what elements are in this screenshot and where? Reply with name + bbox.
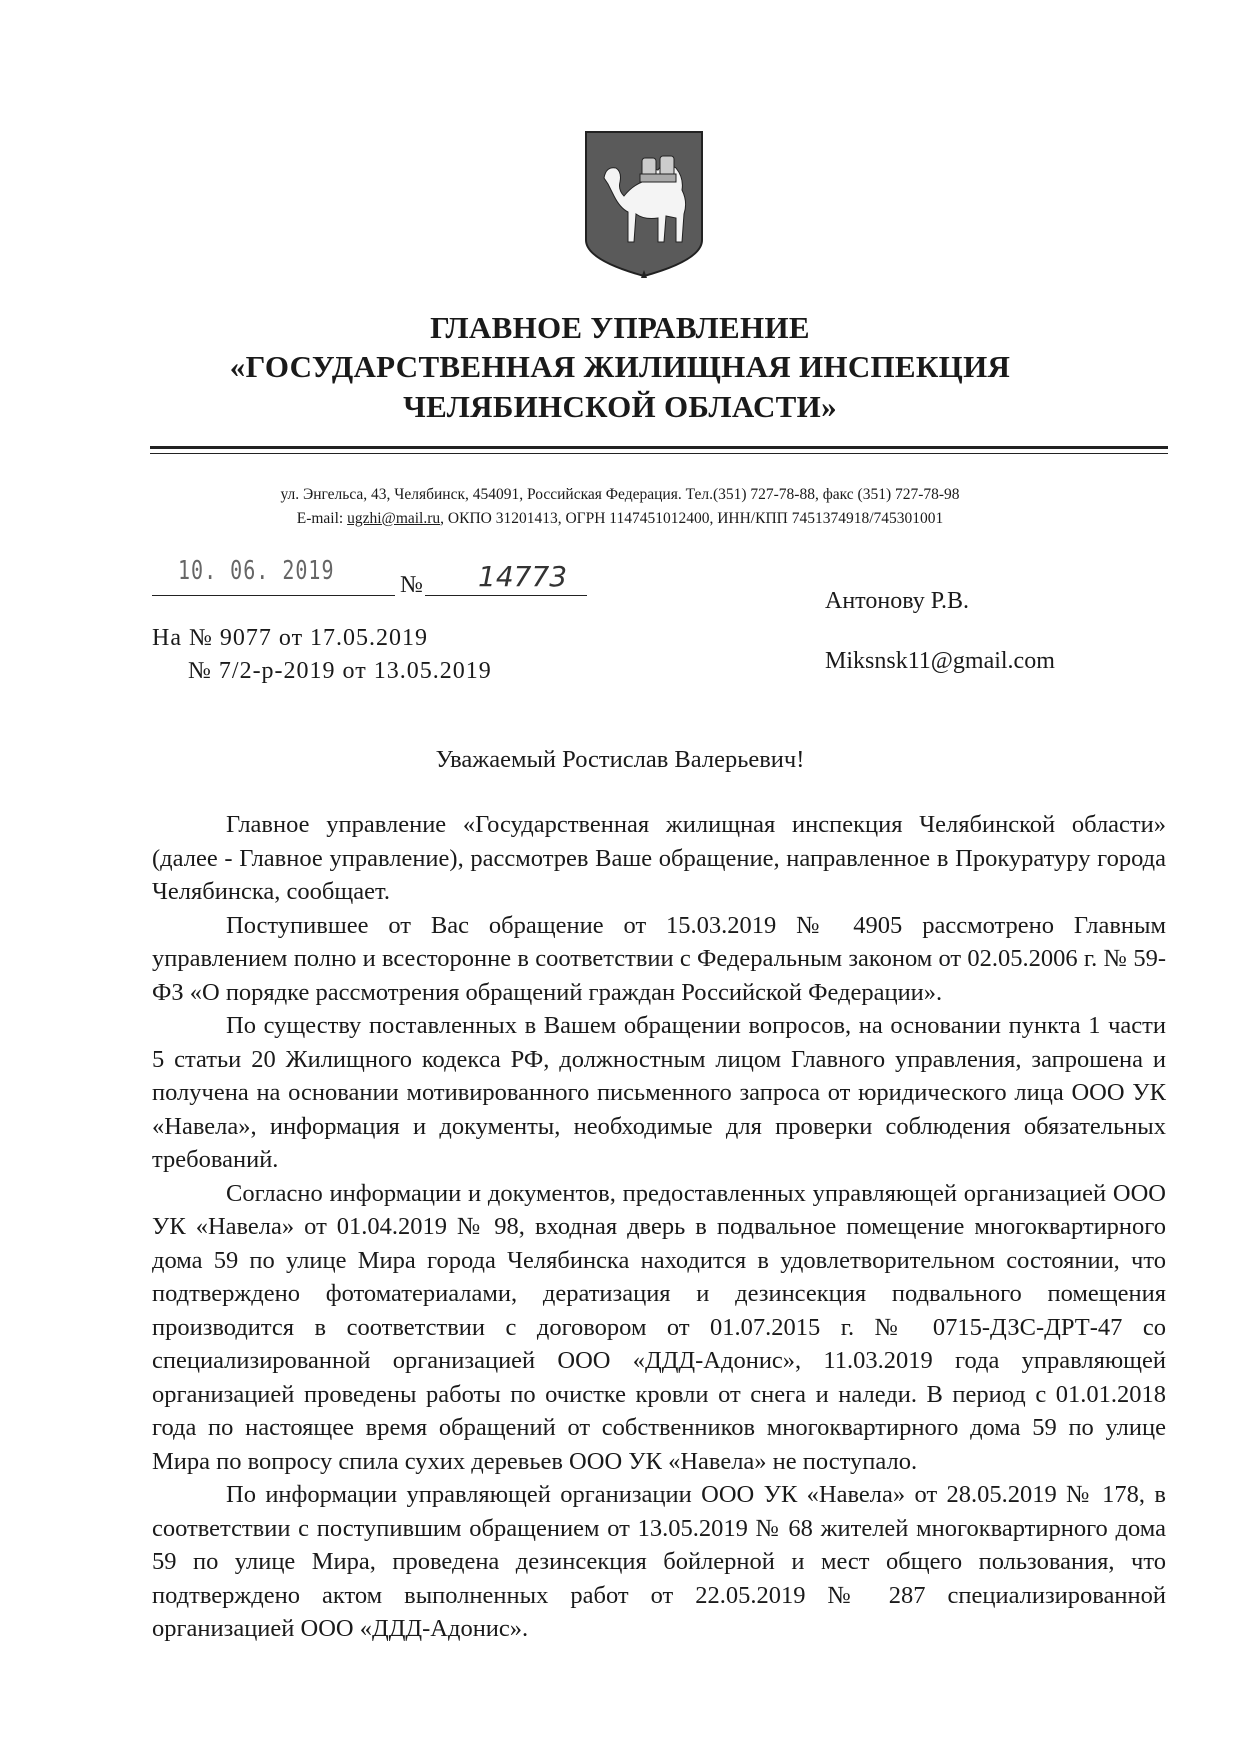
number-sign: №: [400, 572, 423, 598]
greeting: Уважаемый Ростислав Валерьевич!: [435, 746, 805, 773]
letter-body: [152, 808, 1166, 1646]
body-paragraph: По информации управляющей организации ООО УК «Навела» от 28.05.2019 № 178, в соответствии с поступившим обращением от 13.05.2019 № 68 жителей многоквартирного дома 59 по улице Мира, проведена дезинсекция бойлерной и мест общего пользования, что подтверждено актом выполненных работ от 22.05.2019 № 287 специализированной организацией ООО «ДДД-Адонис».: [152, 1481, 1166, 1642]
body-paragraph: Главное управление «Государственная жилищная инспекция Челябинской области» (далее - Главное управление), рассмотрев Ваше обращение, направленное в Прокуратуру города Челябинска, сообщает.: [152, 811, 1166, 905]
header-divider-thin: [150, 453, 1168, 454]
email-label: E-mail:: [296, 510, 348, 527]
recipient-name: Антонову Р.В.: [825, 588, 970, 614]
header-divider-thick: [150, 446, 1168, 449]
date-stamp: 10. 06. 2019: [178, 554, 335, 586]
body-paragraph: Поступившее от Вас обращение от 15.03.2019 № 4905 рассмотрено Главным управлением полно и всесторонне в соответствии с Федеральным законом от 02.05.2006 г. № 59-ФЗ «О порядке рассмотрения обращений граждан Российской Федерации».: [152, 911, 1166, 1006]
date-underline: [152, 595, 395, 596]
org-email-link[interactable]: ugzhi@mail.ru: [347, 510, 441, 527]
contacts-line: [0, 510, 1240, 528]
org-title-line-3: ЧЕЛЯБИНСКОЙ ОБЛАСТИ»: [403, 389, 837, 424]
reference-line-2: № 7/2-р-2019 от 13.05.2019: [188, 658, 492, 684]
body-paragraph: По существу поставленных в Вашем обращении вопросов, на основании пункта 1 части 5 статьи 20 Жилищного кодекса РФ, должностным лицом Главного управления, запрошена и получена на основании мотивированного письменного запроса от юридического лица ООО УК «Навела», информация и документы, необходимые для проверки соблюдения обязательных требований.: [152, 1012, 1166, 1173]
number-underline: [425, 595, 587, 596]
coat-of-arms-emblem-icon: [584, 130, 704, 278]
body-paragraph: Согласно информации и документов, предоставленных управляющей организацией ООО УК «Навела» от 01.04.2019 № 98, входная дверь в подвальное помещение многоквартирного дома 59 по улице Мира города Челябинска находится в удовлетворительном состоянии, что подтверждено фотоматериалами, дератизация и дезинсекция подвального помещения производится в соответствии с договором от 01.07.2015 г. № 0715-ДЗС-ДРТ-47 со специализированной организацией ООО «ДДД-Адонис», 11.03.2019 года управляющей организацией проведены работы по очистке кровли от снега и наледи. В период с 01.01.2018 года по настоящее время обращений от собственников многоквартирного дома 59 по улице Мира по вопросу спила сухих деревьев ООО УК «Навела» не поступало.: [152, 1179, 1166, 1475]
outgoing-number: 14773: [478, 560, 568, 593]
org-title-line-2: «ГОСУДАРСТВЕННАЯ ЖИЛИЩНАЯ ИНСПЕКЦИЯ: [229, 349, 1011, 384]
recipient-email: Miksnsk11@gmail.com: [825, 648, 1055, 674]
reference-line-1: На № 9077 от 17.05.2019: [152, 625, 429, 651]
address-line: ул. Энгельса, 43, Челябинск, 454091, Российская Федерация. Тел.(351) 727-78-88, факс (351) 727-78-98: [280, 486, 960, 503]
org-title-line-1: ГЛАВНОЕ УПРАВЛЕНИЕ: [430, 310, 810, 345]
registration-codes: , ОКПО 31201413, ОГРН 1147451012400, ИНН/КПП 7451374918/745301001: [440, 510, 944, 527]
